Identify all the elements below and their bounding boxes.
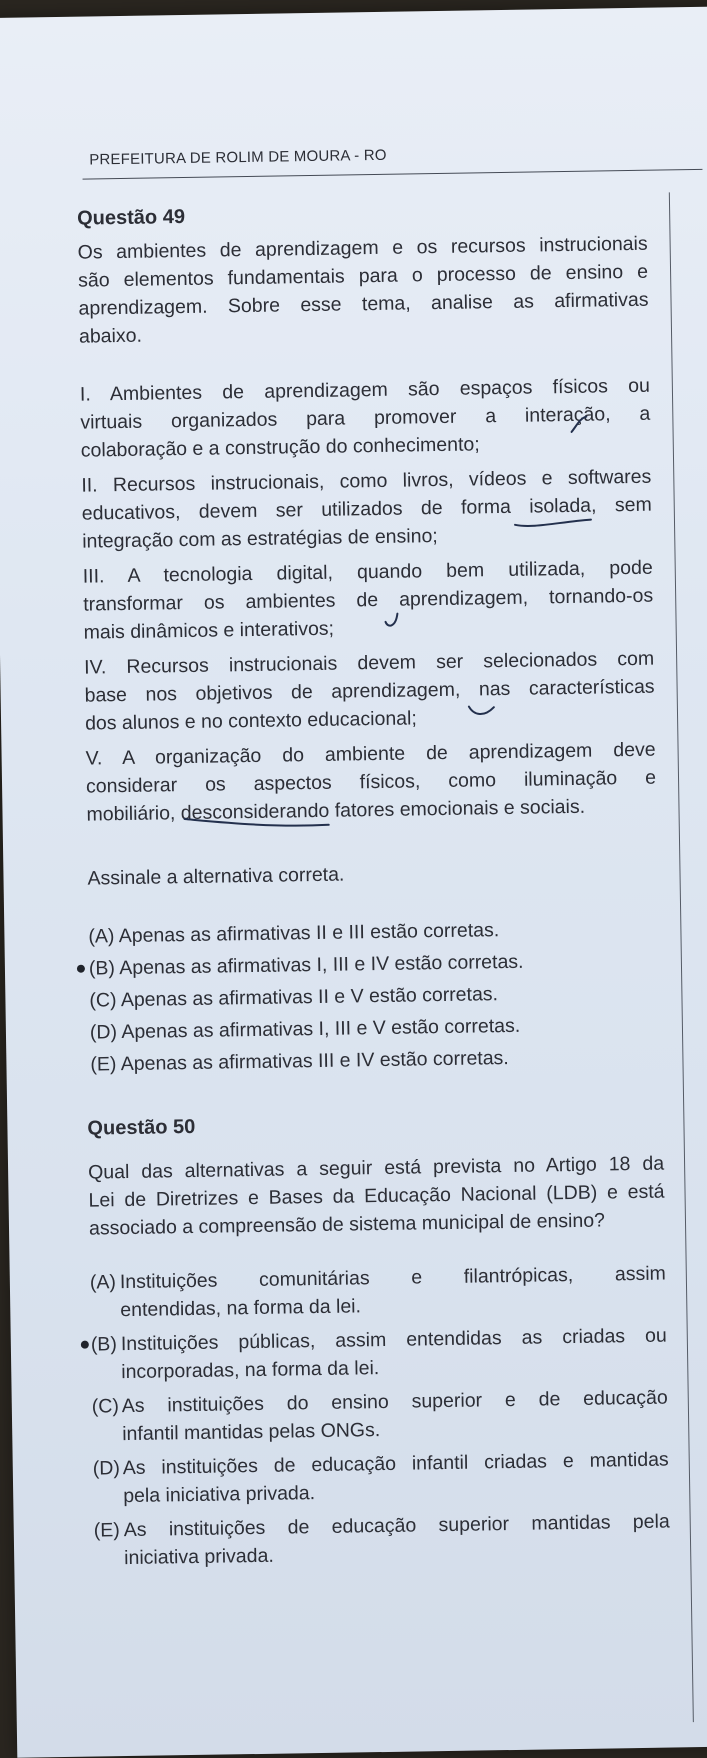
alternative-c[interactable]: (C) Apenas as afirmativas II e V estão corretas.: [89, 983, 499, 1012]
alternative-d[interactable]: (D) Apenas as afirmativas I, III e V estão corretas.: [89, 1014, 521, 1044]
underline-isolada-mark: [513, 516, 593, 531]
statement-line: V. A organização do ambiente de aprendizagem deve: [85, 738, 656, 770]
question-49-stem: [77, 230, 649, 351]
alternative-line: As instituições de educação infantil criadas e mantidas: [122, 1448, 669, 1480]
statement-line: I. Ambientes de aprendizagem são espaços físicos ou: [79, 374, 651, 406]
statement-iv: [84, 645, 655, 738]
statement-line: transformar os ambientes de aprendizagem, tornando-os: [83, 584, 654, 616]
statement-iii: [83, 554, 654, 647]
stem-line: Qual das alternativas a seguir está prevista no Artigo 18 da: [87, 1152, 665, 1184]
alternative-d[interactable]: [93, 1446, 670, 1511]
alternative-key: (E): [93, 1519, 120, 1542]
statement-line: integração com as estratégias de ensino;: [82, 525, 438, 553]
stem-line: abaixo.: [78, 324, 143, 348]
selected-mark-icon: [81, 1341, 89, 1349]
question-50-stem: [88, 1150, 665, 1243]
alternative-b[interactable]: [91, 1322, 668, 1387]
column-divider: [669, 192, 694, 1722]
statement-line: mobiliário, desconsiderando fatores emocionais e sociais.: [86, 795, 586, 826]
alternative-line: infantil mantidas pelas ONGs.: [122, 1419, 381, 1446]
statement-line: considerar os aspectos físicos, como iluminação e: [85, 766, 657, 798]
checkmark-iii-icon: [381, 612, 403, 630]
question-50: [87, 1106, 670, 1579]
checkmark-iv-icon: [466, 703, 496, 719]
statement-v: [85, 736, 656, 829]
alternative-e[interactable]: (E) Apenas as afirmativas III e IV estão corretas.: [90, 1046, 509, 1076]
statement-line: IV. Recursos instrucionais devem ser selecionados com: [84, 647, 655, 679]
alternative-key: (A): [89, 1271, 117, 1294]
selected-mark-icon: [77, 965, 85, 973]
header-divider: [83, 169, 703, 180]
alternative-b[interactable]: [89, 946, 659, 983]
stem-line: são elementos fundamentais para o processo de ensino e: [77, 260, 649, 292]
alternative-a[interactable]: (A) Apenas as afirmativas II e III estão corretas.: [88, 919, 500, 948]
underline-desconsiderando-mark: [183, 813, 333, 833]
statement-ii: [81, 463, 652, 556]
alternative-key: (C): [91, 1395, 120, 1418]
statement-i: [80, 372, 651, 465]
stem-line: Lei de Diretrizes e Bases da Educação Nacional (LDB) e está: [88, 1180, 665, 1212]
statement-line: virtuais organizados para promover a interação, a: [80, 402, 651, 434]
question-49-alternatives: [88, 914, 660, 1079]
alternative-line: incorporadas, na forma da lei.: [121, 1357, 380, 1384]
question-50-alternatives: [90, 1260, 671, 1573]
statement-line: base nos objetivos de aprendizagem, nas características: [84, 675, 655, 707]
alternative-line: iniciativa privada.: [124, 1544, 274, 1570]
exam-page: [0, 6, 707, 1757]
statement-line: dos alunos e no contexto educacional;: [84, 707, 417, 735]
question-50-title: Questão 50: [87, 1115, 196, 1140]
alternative-line: Instituições comunitárias e filantrópicas, assim: [119, 1262, 666, 1294]
question-49: [77, 196, 661, 1083]
statement-line: colaboração e a construção do conhecimento;: [80, 433, 480, 462]
page-header: PREFEITURA DE ROLIM DE MOURA - RO: [89, 146, 387, 169]
alternative-line: Instituições públicas, assim entendidas as criadas ou: [120, 1324, 667, 1356]
alternative-key: (D): [92, 1457, 121, 1480]
alternative-key: (B): [90, 1333, 118, 1356]
stem-line: associado a compreensão de sistema municipal de ensino?: [88, 1209, 606, 1240]
alternative-c[interactable]: [92, 1384, 669, 1449]
alternative-a[interactable]: [90, 1260, 667, 1325]
statement-line: II. Recursos instrucionais, como livros, vídeos e softwares: [81, 465, 652, 497]
question-49-instruction: Assinale a alternativa correta.: [87, 863, 345, 890]
stem-line: aprendizagem. Sobre esse tema, analise as afirmativas: [78, 288, 649, 320]
alternative-b-text: (B) Apenas as afirmativas I, III e IV estão corretas.: [88, 950, 524, 980]
statement-line: mais dinâmicos e interativos;: [83, 617, 335, 644]
alternative-e[interactable]: [94, 1508, 671, 1573]
alternative-line: entendidas, na forma da lei.: [120, 1295, 362, 1322]
alternative-line: As instituições do ensino superior e de educação: [121, 1386, 668, 1418]
statement-line: educativos, devem ser utilizados de forma isolada, sem: [81, 493, 652, 525]
stem-line: Os ambientes de aprendizagem e os recursos instrucionais: [77, 232, 648, 264]
statement-line: III. A tecnologia digital, quando bem utilizada, pode: [82, 556, 653, 588]
question-49-title: Questão 49: [76, 205, 186, 230]
alternative-line: pela iniciativa privada.: [123, 1482, 316, 1508]
correction-mark-icon: [568, 414, 590, 436]
alternative-line: As instituições de educação superior mantidas pela: [123, 1510, 670, 1542]
